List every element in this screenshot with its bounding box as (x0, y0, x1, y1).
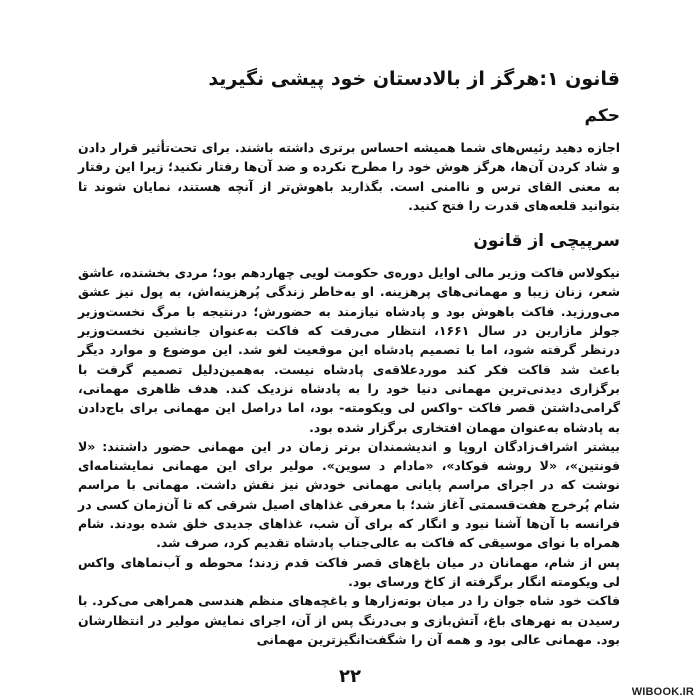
page-content (78, 66, 620, 649)
paragraph: پس از شام، مهمانان در میان باغ‌های قصر فاکت قدم زدند؛ محوطه و آب‌نماهای واکس لی ویکومته انگار برگرفته از کاخ ورسای بود. (78, 554, 620, 589)
section-transgression-body (78, 263, 620, 649)
section-heading-transgression: سرپیچی از قانون (473, 231, 620, 252)
paragraph: فاکت خود شاه جوان را در میان بوته‌زارها و باغچه‌های منظم هندسی همراهی می‌کرد. با رسیدن به نهرهای باغ، آتش‌بازی و بی‌درنگ پس از آن، اجرای نمایش مولیر در انتظارشان بود. مهمانی عالی بود و همه آن را شگفت‌انگیزترین مهمانی (78, 593, 620, 647)
chapter-title: قانون ۱:هرگز از بالادستان خود پیشی نگیرید (208, 68, 620, 90)
watermark: WIBOOK.IR (631, 686, 694, 698)
paragraph: نیکولاس فاکت وزیر مالی اوایل دوره‌ی حکومت لویی چهاردهم بود؛ مردی بخشنده، عاشق شعر، زنان زیبا و مهمانی‌های پرهزینه. او به‌خاطر زندگی پُرهزینه‌اش، به پول نیز عشق می‌ورزید. فاکت باهوش بود و پادشاه نیازمند به حضورش؛ درنتیجه با مرگ نخست‌وزیر جولز مازارین در سال ۱۶۶۱، انتظار می‌رفت که فاکت به‌عنوان جانشین نخست‌وزیر درنظر گرفته شود، اما با تصمیم پادشاه این موقعیت لغو شد. این موضوع و موارد دیگر باعث شد فاکت فکر کند موردعلاقه‌ی پادشاه نیست. به‌همین‌دلیل تصمیم گرفت با برگزاری دیدنی‌ترین مهمانی دنیا خود را به پادشاه نزدیک کند. هدف ظاهری مهمانی، گرامی‌داشتن قصر فاکت -واکس لی ویکومته- بود، اما دراصل این مهمانی برای باج‌دادن به پادشاه به‌عنوان مهمان افتخاری برگزار شده بود. (78, 265, 620, 435)
section-ruling-body (78, 138, 620, 215)
section-heading-ruling: حکم (584, 106, 620, 126)
page-number: ۲۲ (339, 666, 361, 687)
paragraph: بیشتر اشراف‌زادگان اروپا و اندیشمندان برتر زمان در این مهمانی حضور داشتند: «لا فونتین»، «لا روشه فوکاد»، «مادام د سوین». مولیر برای این مهمانی نمایشنامه‌ای نوشت که در اجرای مراسم پایانی مهمانی خودش نیز نقش داشت. مهمانی با مراسم شام پُرخرج هفت‌قسمتی آغاز شد؛ با معرفی غذاهای اصیل شرقی که تا آن‌زمان کسی در فرانسه با آن‌ها آشنا نبود و انگار که برای آن شب، غذاهای جدیدی خلق شده بودند. شام همراه با نوای موسیقی که فاکت به عالی‌جناب پادشاه تقدیم کرد، صرف شد. (78, 438, 620, 551)
paragraph: اجازه دهید رئیس‌های شما همیشه احساس برتری داشته باشند. برای تحت‌تأثیر قرار دادن و شاد کردن آن‌ها، هرگز هوش خود را مطرح نکرده و ضد آن‌ها رفتار نکنید؛ زیرا این رفتار به معنی القای ترس و ناامنی است. بگذارید باهوش‌تر از آنچه هستند، نمایان شوند تا بتوانید قلعه‌های قدرت را فتح کنید. (78, 140, 620, 213)
